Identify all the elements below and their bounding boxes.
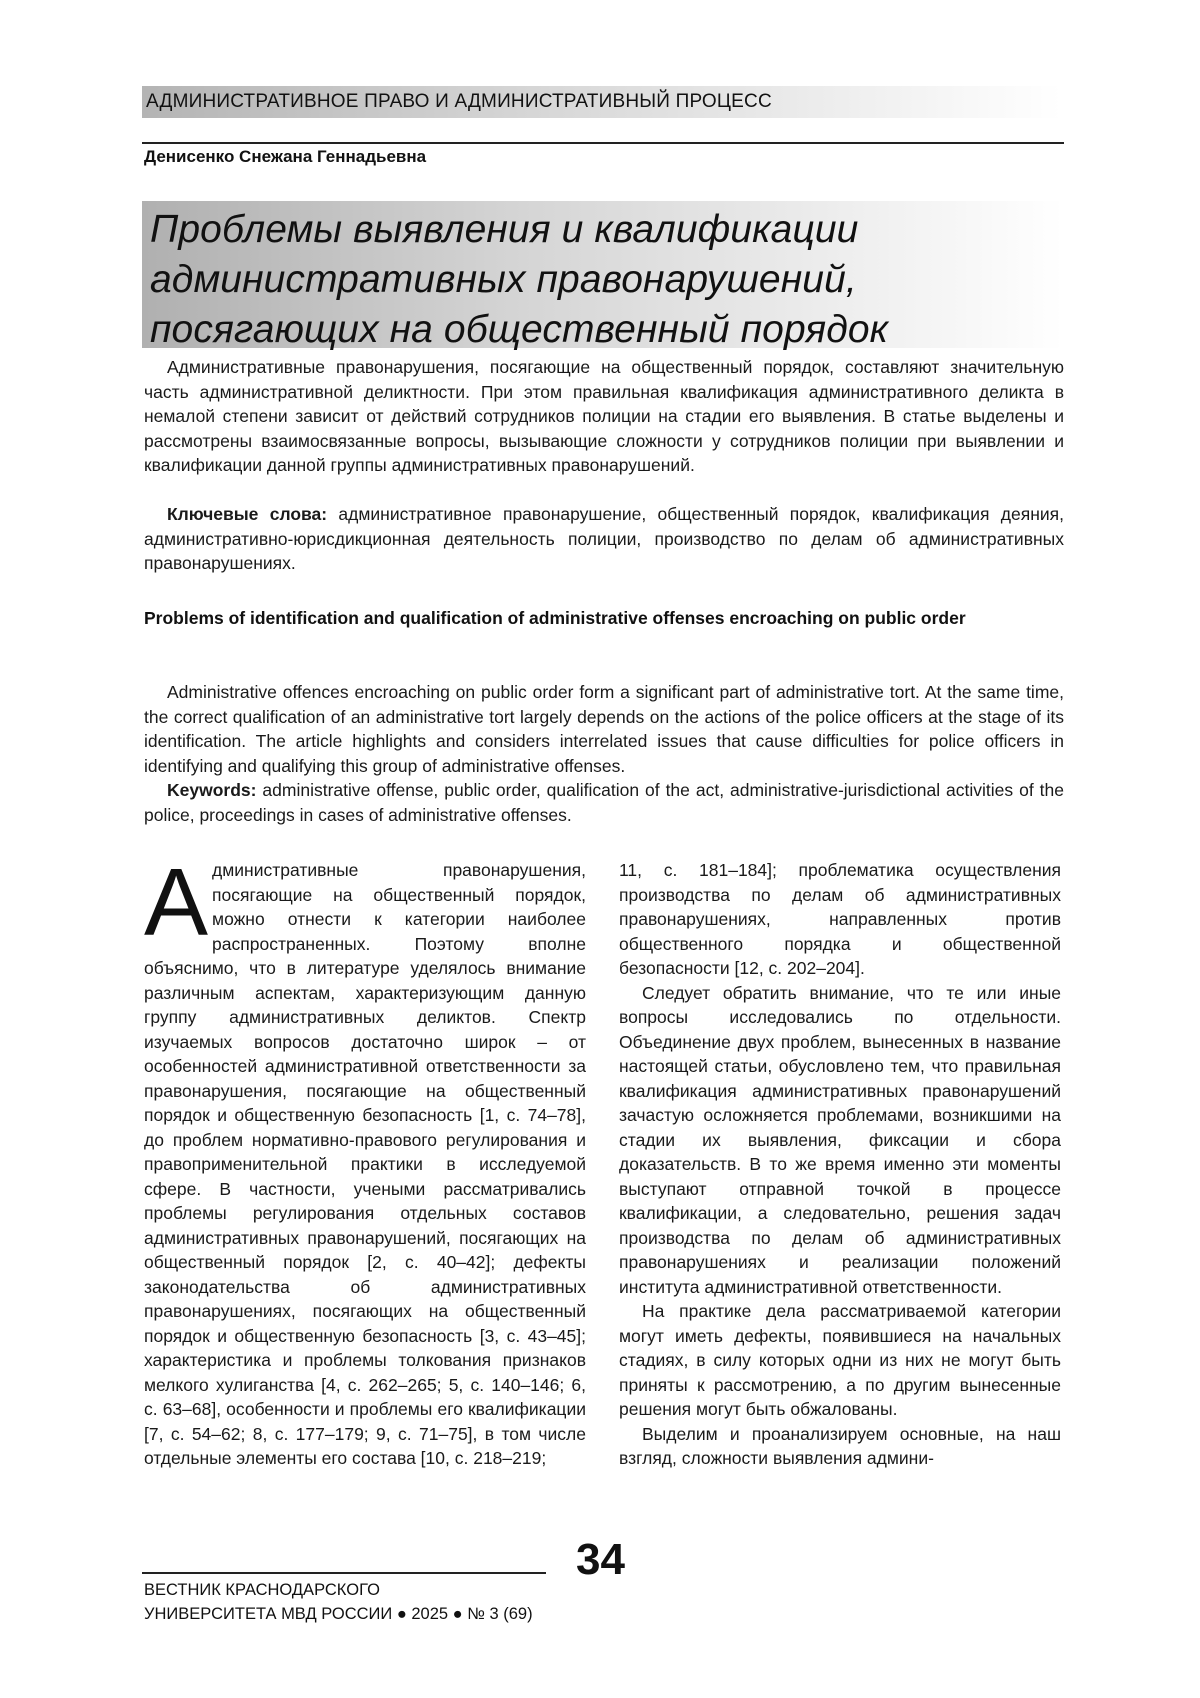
keywords-ru-text: административное правонарушение, общественный порядок, квалификация деяния, административно-юрисдикционная деятельность полиции, производство по делам об административных правонарушениях. [144, 504, 1064, 573]
body-right-column [619, 858, 1061, 1471]
keywords-ru [144, 502, 1064, 576]
section-title: АДМИНИСТРАТИВНОЕ ПРАВО И АДМИНИСТРАТИВНЫЙ ПРОЦЕСС [146, 91, 772, 112]
article-title-en: Problems of identification and qualification of administrative offenses encroaching on public order [144, 608, 966, 628]
author-name: Денисенко Снежана Геннадьевна [144, 147, 427, 166]
body-left-text: дминистративные правонарушения, посягающие на общественный порядок, можно отнести к категории наиболее распространенных. Поэтому вполне объяснимо, что в литературе уделялось внимание различным аспектам, характеризующим данную группу административных деликтов. Спектр изучаемых вопросов достаточно широк – от особенностей административной ответственности за правонарушения, посягающие на общественный порядок и общественную безопасность [1, с. 74–78], до проблем нормативно-правового регулирования и правоприменительной практики в исследуемой сфере. В частности, учеными рассматривались проблемы регулирования отдельных составов административных правонарушений, посягающих на общественный порядок [2, с. 40–42]; дефекты законодательства об административных правонарушениях, посягающих на общественный порядок и общественную безопасность [3, с. 43–45]; характеристика и проблемы толкования признаков мелкого хулиганства [4, с. 262–265; 5, с. 140–146; 6, с. 63–68], особенности и проблемы его квалификации [7, с. 54–62; 8, с. 177–179; 9, с. 71–75], в том числе отдельные элементы его состава [10, с. 218–219; [144, 860, 586, 1468]
keywords-en [144, 778, 1064, 827]
page-number: 34 [576, 1535, 625, 1584]
keywords-en-label: Keywords: [167, 780, 257, 800]
journal-line-2: УНИВЕРСИТЕТА МВД РОССИИ ● 2025 ● № 3 (69) [144, 1605, 533, 1623]
body-right-paragraph-1: 11, с. 181–184]; проблематика осуществления производства по делам об административных правонарушениях, направленных против общественного порядка и общественной безопасности [12, с. 202–204]. [619, 860, 1061, 978]
body-right-paragraph-2: Следует обратить внимание, что те или иные вопросы исследовались по отдельности. Объединение двух проблем, вынесенных в название настоящей статьи, обусловлено тем, что правильная квалификация административных правонарушений зачастую осложняется проблемами, возникшими на стадии их выявления, фиксации и сбора доказательств. В то же время именно эти моменты выступают отправной точкой в процессе квалификации, а следовательно, решения задач производства по делам об административных правонарушениях и реализации положений института административной ответственности. [619, 982, 1061, 1297]
header-divider [142, 142, 1064, 144]
abstract-en: Administrative offences encroaching on public order form a significant part of administrative tort. At the same time, the correct qualification of an administrative tort largely depends on the actions of the police officers at the stage of its identification. The article highlights and considers interrelated issues that cause difficulties for police officers in identifying and qualifying this group of administrative offenses. [144, 682, 1064, 776]
body-left-column [144, 849, 586, 1471]
body-right-paragraph-4: Выделим и проанализируем основные, на наш взгляд, сложности выявления админи- [619, 1423, 1061, 1468]
body-right-paragraph-3: На практике дела рассматриваемой категории могут иметь дефекты, появившиеся на начальных стадиях, в силу которых одни из них не могут быть приняты к рассмотрению, а по другим вынесенные решения могут быть обжалованы. [619, 1301, 1061, 1419]
journal-line-1: ВЕСТНИК КРАСНОДАРСКОГО [144, 1581, 380, 1599]
footer-divider [142, 1572, 546, 1574]
keywords-ru-label: Ключевые слова: [167, 504, 328, 524]
drop-cap: А [144, 849, 209, 956]
journal-name [144, 1578, 533, 1626]
abstract-ru: Административные правонарушения, посягающие на общественный порядок, составляют значительную часть административной деликтности. При этом правильная квалификация административного деликта в немалой степени зависит от действий сотрудников полиции на стадии его выявления. В статье выделены и рассмотрены взаимосвязанные вопросы, вызывающие сложности у сотрудников полиции при выявлении и квалификации данной группы административных правонарушений. [144, 357, 1064, 475]
article-title-ru: Проблемы выявления и квалификации административных правонарушений, посягающих на общественный порядок [150, 208, 889, 351]
keywords-en-text: administrative offense, public order, qualification of the act, administrative-jurisdictional activities of the police, proceedings in cases of administrative offenses. [144, 780, 1064, 825]
